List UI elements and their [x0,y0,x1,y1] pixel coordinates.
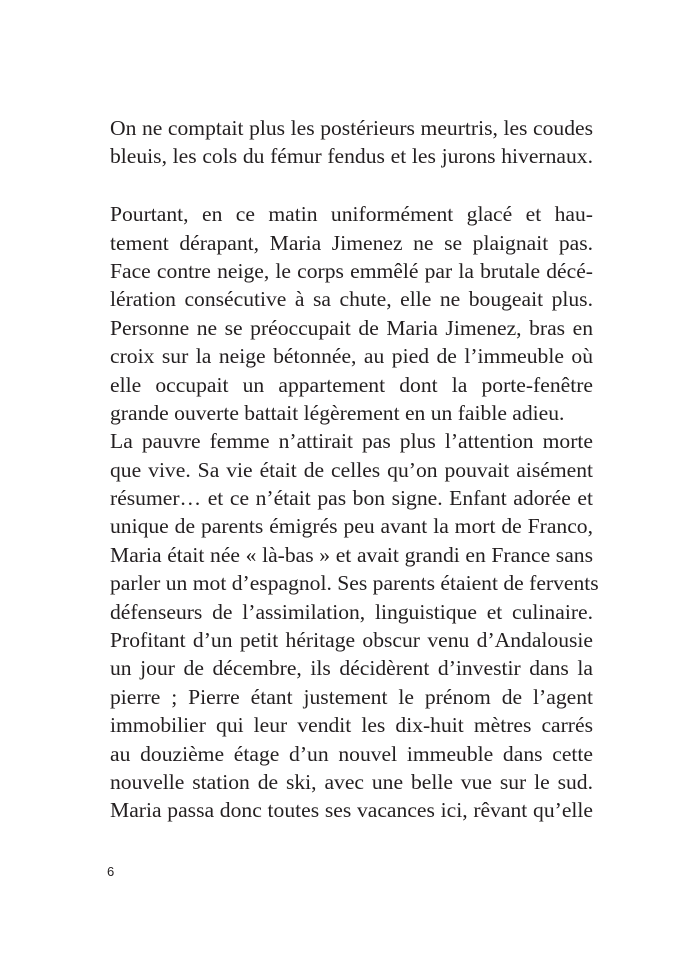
text-line: lération consécutive à sa chute, elle ne bougeait plus. [110,287,593,312]
text-line: unique de parents émigrés peu avant la mort de Franco, [110,514,593,539]
text-line: Maria était née « là-bas » et avait grandi en France sans [110,542,593,567]
text-line: La pauvre femme n’attirait pas plus l’attention morte [110,429,593,454]
text-line: Maria passa donc toutes ses vacances ici, rêvant qu’elle [110,798,593,823]
text-line: résumer… et ce n’était pas bon signe. Enfant adorée et [110,486,593,511]
text-line: grande ouverte battait légèrement en un faible adieu. [110,400,565,425]
text-line: un jour de décembre, ils décidèrent d’investir dans la [110,656,593,681]
text-line: nouvelle station de ski, avec une belle vue sur le sud. [110,769,593,794]
text-line: immobilier qui leur vendit les dix-huit mètres carrés [110,713,593,738]
text-line: Personne ne se préoccupait de Maria Jimenez, bras en [110,315,593,340]
text-line: Profitant d’un petit héritage obscur venu d’Andalousie [110,628,593,653]
text-line: défenseurs de l’assimilation, linguistique et culinaire. [110,599,593,624]
text-line: Face contre neige, le corps emmêlé par la brutale décé- [110,258,593,283]
text-line: elle occupait un appartement dont la porte-fenêtre [110,372,593,397]
text-line: parler un mot d’espagnol. Ses parents étaient de fervents [110,571,599,596]
body-text [110,114,599,825]
text-line: au douzième étage d’un nouvel immeuble dans cette [110,741,593,766]
text-line: pierre ; Pierre étant justement le prénom de l’agent [110,684,593,709]
text-line: tement dérapant, Maria Jimenez ne se plaignait pas. [110,230,593,255]
page-number: 6 [107,864,115,879]
text-line: que vive. Sa vie était de celles qu’on pouvait aisément [110,457,593,482]
text-line: croix sur la neige bétonnée, au pied de l’immeuble où [110,344,593,369]
text-line: Pourtant, en ce matin uniformément glacé et hau- [110,202,593,227]
paragraph-gap [110,171,593,200]
text-line: bleuis, les cols du fémur fendus et les jurons hivernaux. [110,144,593,169]
text-line: On ne comptait plus les postérieurs meurtris, les coudes [110,116,593,140]
